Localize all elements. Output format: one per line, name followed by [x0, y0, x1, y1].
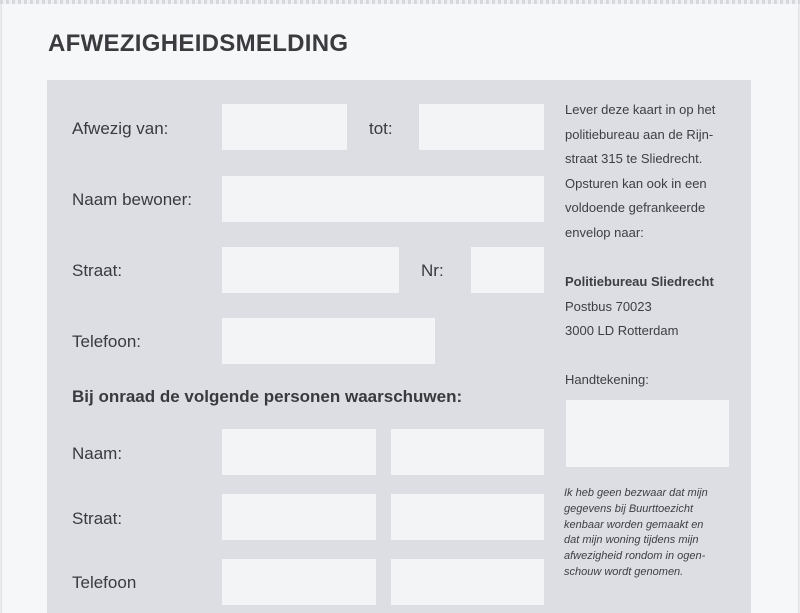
emergency-phone-label: Telefoon — [72, 573, 137, 592]
instructions-line: Lever deze kaart in op het — [565, 102, 716, 117]
emergency-phone-field-1[interactable] — [222, 559, 376, 605]
phone-field[interactable] — [222, 318, 435, 364]
signature-field[interactable] — [566, 400, 729, 467]
instructions-line: straat 315 te Sliedrecht. — [565, 151, 703, 166]
street-field[interactable] — [222, 247, 399, 293]
emergency-street-field-2[interactable] — [391, 494, 544, 540]
number-label: Nr: — [421, 261, 444, 280]
police-address — [565, 270, 750, 344]
disclaimer-line: Ik heb geen bezwaar dat mijn — [564, 487, 708, 499]
signature-label: Handtekening: — [565, 372, 649, 387]
consent-disclaimer — [564, 486, 744, 581]
until-label: tot: — [369, 119, 393, 138]
disclaimer-line: schouw wordt genomen. — [564, 565, 684, 578]
emergency-name-label: Naam: — [72, 444, 123, 463]
absent-from-field[interactable] — [222, 104, 347, 150]
resident-name-label: Naam bewoner: — [72, 190, 193, 209]
emergency-street-field-1[interactable] — [222, 494, 376, 540]
address-line-1: Postbus 70023 — [565, 298, 652, 314]
phone-label: Telefoon: — [72, 332, 141, 351]
disclaimer-line: gegevens bij Buurttoezicht — [564, 502, 694, 515]
perforated-edge — [0, 0, 800, 4]
instructions-text — [565, 98, 750, 245]
instructions-line: politiebureau aan de Rijn- — [565, 126, 714, 142]
resident-name-field[interactable] — [222, 176, 544, 222]
absent-from-label: Afwezig van: — [72, 119, 169, 138]
emergency-street-label: Straat: — [72, 509, 123, 528]
number-field[interactable] — [471, 247, 544, 293]
disclaimer-line: kenbaar worden gemaakt en — [564, 518, 704, 531]
emergency-contacts-heading: Bij onraad de volgende personen waarschuwen: — [72, 387, 463, 406]
instructions-line: Opsturen kan ook in een — [565, 175, 707, 191]
instructions-line: voldoende gefrankeerde — [565, 200, 706, 215]
until-field[interactable] — [419, 104, 544, 150]
disclaimer-line: afwezigheid rondom in ogen- — [564, 550, 706, 563]
police-station-name: Politiebureau Sliedrecht — [565, 274, 714, 289]
emergency-name-field-2[interactable] — [391, 429, 544, 475]
instructions-line: envelop naar: — [565, 224, 644, 240]
emergency-phone-field-2[interactable] — [391, 559, 544, 605]
disclaimer-line: dat mijn woning tijdens mijn — [564, 534, 699, 547]
address-line-2: 3000 LD Rotterdam — [565, 323, 679, 338]
form-title: AFWEZIGHEIDSMELDING — [48, 30, 349, 57]
street-label: Straat: — [72, 261, 123, 280]
emergency-name-field-1[interactable] — [222, 429, 376, 475]
